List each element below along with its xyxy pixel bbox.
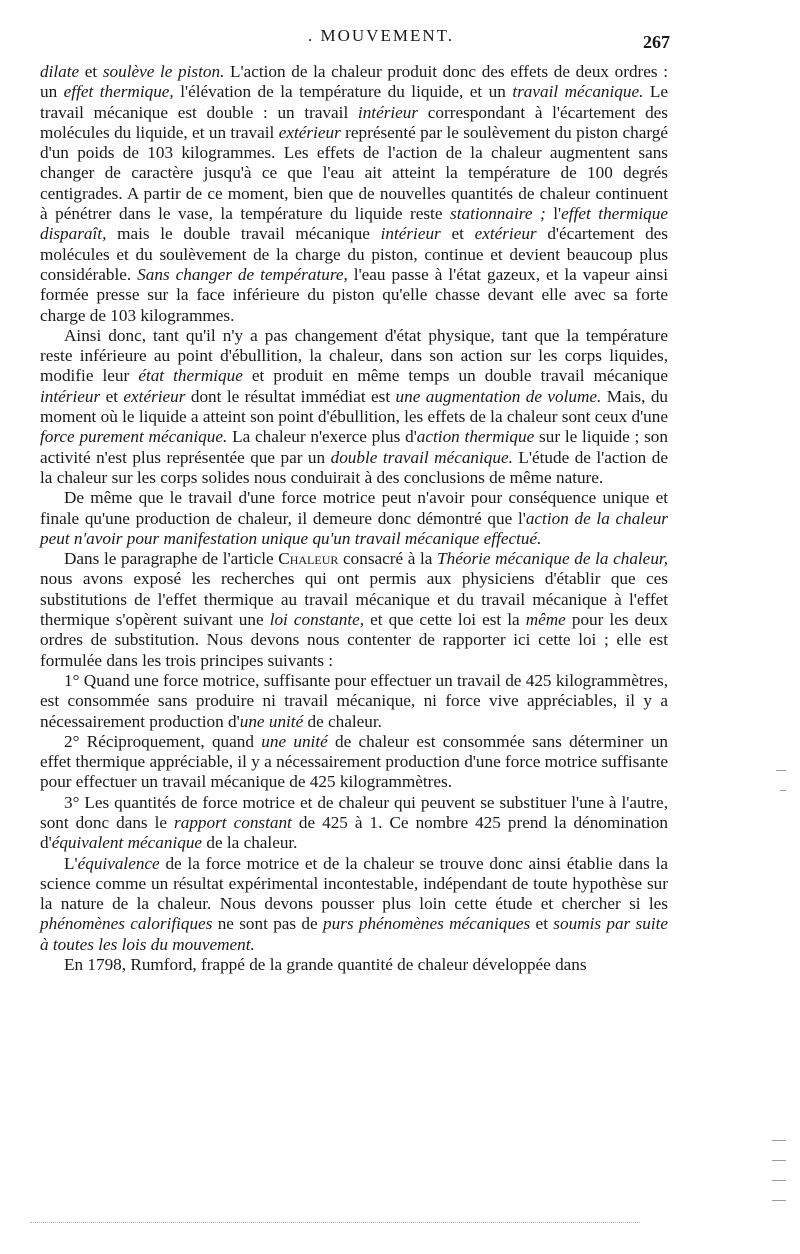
italic-text: une augmentation de volume. (395, 386, 602, 406)
margin-mark (780, 790, 786, 791)
text-run: sur le liquide ; son activité n'est plus représentée que par un (40, 427, 668, 467)
italic-text: extérieur (278, 122, 341, 142)
text-run: pour les deux ordres de substitution. Nous devons nous contenter de rapporter ici cette loi ; elle est formulée dans les trois principes suivants : (40, 610, 668, 670)
text-run: Ainsi donc, tant qu'il n'y a pas changement d'état physique, tant que la température reste inférieure au point d'ébullition, la chaleur, dans son action sur les corps liquides, modifie leur (40, 325, 668, 386)
paragraph (40, 671, 668, 732)
text-run: L'étude de l'action de la chaleur sur les corps solides nous conduirait à des conclusions de même nature. (40, 447, 668, 487)
text-run: de chaleur. (303, 711, 382, 731)
italic-text: équivalence (77, 853, 160, 873)
italic-text: purs phénomènes mécaniques (322, 914, 531, 934)
italic-text: même (525, 610, 566, 630)
margin-mark (772, 1140, 786, 1141)
text-run: correspondant à l'écartement des molécules du liquide, et un travail (40, 102, 668, 142)
paragraph (40, 793, 668, 854)
italic-text: effet thermique disparaît, (40, 204, 668, 244)
text-run: ne sont pas de (212, 914, 323, 934)
text-run: l'élévation de la température du liquide, et un (173, 82, 513, 102)
italic-text: stationnaire ; (450, 204, 546, 224)
text-run: nous avons exposé les recherches qui ont permis aux physiciens d'établir que ces substitutions de l'effet thermique au travail mécanique et du travail mécanique à l'effet thermique s'opèrent suivant une (40, 569, 668, 630)
text-run: 1° Quand une force motrice, suffisante pour effectuer un travail de 425 kilogrammètres, est consommée sans produire ni travail mécanique, ni force vive appréciables, il y a nécessairement production d' (40, 670, 668, 731)
page-number: 267 (643, 32, 670, 52)
italic-text: double travail mécanique. (330, 447, 513, 467)
text-run: consacré à la (338, 549, 438, 569)
margin-mark (772, 1160, 786, 1161)
italic-text: action thermique (416, 427, 535, 447)
italic-text: Théorie mécanique de la chaleur, (437, 549, 668, 569)
text-run: représenté par le soulèvement du piston chargé d'un poids de 103 kilogrammes. Les effets de l'action de la chaleur augmentent sans changer de caractère jusqu'à ce que l'eau ait atteint la température de 100 degrés centigrades. A partir de ce moment, bien que de nouvelles quantités de chaleur continuent à pénétrer dans le vase, la température du liquide reste (40, 122, 668, 224)
text-run: de chaleur est consommée sans déterminer un effet thermique appréciable, il y a nécessairement production d'une force motrice suffisante pour effectuer un travail mécanique de 425 kilogrammètres. (40, 731, 669, 792)
text-run: l'eau passe à l'état gazeux, et la vapeur ainsi formée presse sur la face inférieure du piston qu'elle chasse devant elle avec sa forte charge de 103 kilogrammes. (40, 264, 668, 325)
text-run: et (530, 914, 554, 934)
italic-text: action de la chaleur peut n'avoir pour manifestation unique qu'un travail mécanique effectué. (40, 508, 668, 548)
italic-text: travail mécanique. (512, 82, 644, 102)
page-header (40, 24, 668, 52)
italic-text: soumis par suite à toutes les lois du mouvement. (40, 914, 668, 954)
text-run: La chaleur n'exerce plus d' (227, 427, 417, 447)
paragraph (40, 62, 668, 326)
paragraph (40, 488, 668, 549)
text-run: de 425 à 1. Ce nombre 425 prend la dénomination d' (40, 812, 668, 853)
text-run: En 1798, Rumford, frappé de la grande quantité de chaleur développée dans (64, 955, 587, 975)
italic-text: effet thermique, (63, 82, 174, 102)
text-run: 3° Les quantités de force motrice et de chaleur qui peuvent se substituer l'une à l'autre, sont donc dans le (40, 792, 668, 832)
text-run: L'action de la chaleur produit donc des effets de deux ordres : un (40, 62, 669, 102)
margin-mark (772, 1200, 786, 1201)
italic-text: extérieur (474, 224, 537, 244)
italic-text: extérieur (123, 386, 186, 406)
italic-text: rapport constant (174, 812, 292, 832)
footer-rule (30, 1222, 640, 1225)
text-run: l' (545, 204, 562, 224)
italic-text: équivalent mécanique (51, 833, 203, 853)
paragraph (40, 955, 668, 975)
paragraph (40, 732, 668, 793)
margin-mark (776, 770, 786, 771)
italic-text: soulève le piston. (102, 62, 225, 81)
text-run: de la force motrice et de la chaleur se trouve donc ainsi établie dans la science comme un résultat expérimental incontestable, indépendant de toute hypothèse sur la nature de la chaleur. Nous devons pousser plus loin cette étude et chercher si les (40, 853, 668, 914)
italic-text: une unité (261, 731, 328, 751)
text-run: et (100, 386, 124, 406)
text-run: Dans le paragraphe de l'article (64, 549, 279, 569)
text-run: Le travail mécanique est double : un travail (40, 82, 669, 122)
text-run: et (440, 224, 475, 244)
italic-text: phénomènes calorifiques (40, 914, 213, 934)
italic-text: dilate (40, 62, 80, 81)
italic-text: force purement mécanique. (40, 427, 228, 447)
italic-text: Sans changer de température, (137, 264, 348, 284)
text-run: L' (64, 853, 78, 873)
book-page (40, 0, 668, 1254)
paragraph (40, 549, 668, 671)
paragraph (40, 854, 668, 955)
italic-text: état thermique (138, 366, 243, 386)
italic-text: loi constante, (269, 610, 365, 630)
text-run: et que cette loi est la (364, 610, 526, 630)
text-run: Mais, du moment où le liquide a atteint son point d'ébullition, les effets de la chaleur sont ceux d'une (40, 386, 669, 427)
italic-text: une unité (239, 711, 304, 731)
italic-text: intérieur (357, 102, 419, 122)
italic-text: intérieur (40, 386, 101, 406)
margin-mark (772, 1180, 786, 1181)
text-run: 2° Réciproquement, quand (64, 731, 262, 751)
text-run: d'écartement des molécules et du soulèvement de la charge du piston, continue et devient beaucoup plus considérable. (40, 224, 668, 284)
running-head: . MOUVEMENT. (308, 26, 454, 45)
text-run: De même que le travail d'une force motrice peut n'avoir pour conséquence unique et finale qu'une production de chaleur, il demeure donc démontré que l' (40, 488, 668, 528)
small-caps-text: Chaleur (278, 549, 339, 569)
text-run: et produit en même temps un double travail mécanique (242, 366, 669, 386)
italic-text: intérieur (380, 224, 441, 244)
margin-marks (756, 760, 786, 1240)
body-text (40, 62, 668, 975)
text-run: de la chaleur. (202, 833, 298, 853)
text-run: et (79, 62, 103, 81)
text-run: mais le double travail mécanique (106, 224, 381, 244)
text-run: dont le résultat immédiat est (185, 386, 396, 406)
paragraph (40, 326, 668, 488)
